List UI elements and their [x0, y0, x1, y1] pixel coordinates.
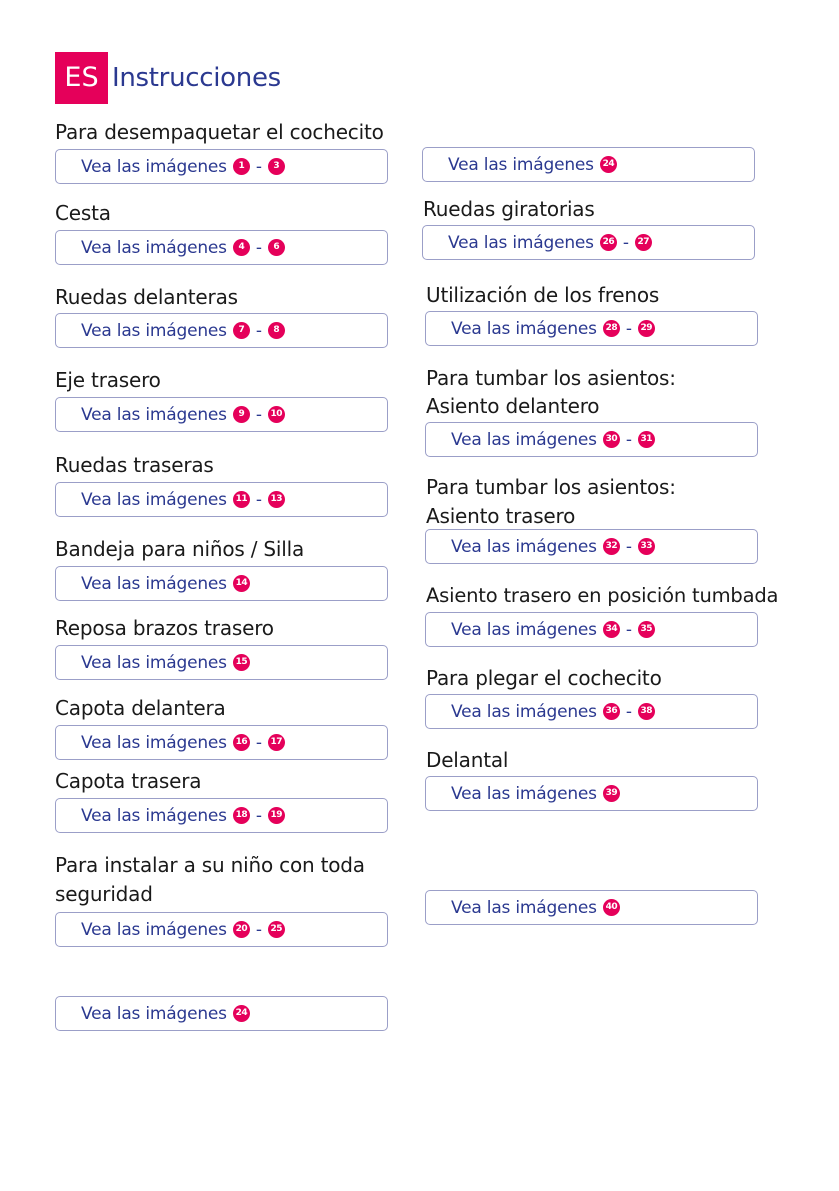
image-reference-box: [55, 725, 388, 760]
image-reference-box: [422, 225, 755, 260]
image-reference-box: [425, 422, 758, 457]
range-separator: -: [255, 237, 262, 258]
image-reference-box: [55, 645, 388, 680]
section-title: Para tumbar los asientos:: [426, 475, 676, 499]
image-number-badge: 14: [233, 575, 250, 592]
image-reference-box: [425, 311, 758, 346]
image-reference-box: [422, 147, 755, 182]
section-title: Para instalar a su niño con toda: [55, 853, 365, 877]
section-title: Asiento trasero: [426, 504, 576, 528]
image-number-badge: 24: [233, 1005, 250, 1022]
language-badge: ES: [55, 52, 108, 104]
image-number-badge: 39: [603, 785, 620, 802]
image-reference-label: Vea las imágenes: [81, 732, 227, 753]
image-number-badge: 33: [638, 538, 655, 555]
image-reference-label: Vea las imágenes: [81, 1003, 227, 1024]
image-reference-label: Vea las imágenes: [448, 232, 594, 253]
image-number-badge: 15: [233, 654, 250, 671]
section-title: Bandeja para niños / Silla: [55, 537, 305, 561]
image-reference-box: [425, 612, 758, 647]
image-number-badge: 9: [233, 406, 250, 423]
image-number-badge: 30: [603, 431, 620, 448]
range-separator: -: [625, 429, 632, 450]
image-number-badge: 24: [600, 156, 617, 173]
image-reference-label: Vea las imágenes: [451, 783, 597, 804]
range-separator: -: [255, 919, 262, 940]
image-number-badge: 6: [268, 239, 285, 256]
section-title: Capota trasera: [55, 769, 202, 793]
image-reference-box: [425, 694, 758, 729]
image-reference-label: Vea las imágenes: [451, 619, 597, 640]
section-title: Ruedas delanteras: [55, 285, 238, 309]
image-number-badge: 35: [638, 621, 655, 638]
section-title: Cesta: [55, 201, 111, 225]
image-reference-box: [55, 397, 388, 432]
section-title: Reposa brazos trasero: [55, 616, 274, 640]
image-number-badge: 7: [233, 322, 250, 339]
section-title: Capota delantera: [55, 696, 226, 720]
image-number-badge: 34: [603, 621, 620, 638]
image-number-badge: 36: [603, 703, 620, 720]
section-title: Ruedas giratorias: [423, 197, 595, 221]
image-number-badge: 10: [268, 406, 285, 423]
section-title: Para tumbar los asientos:: [426, 366, 676, 390]
image-number-badge: 25: [268, 921, 285, 938]
range-separator: -: [255, 156, 262, 177]
image-number-badge: 40: [603, 899, 620, 916]
image-number-badge: 13: [268, 491, 285, 508]
image-reference-box: [425, 776, 758, 811]
image-reference-label: Vea las imágenes: [451, 318, 597, 339]
image-reference-label: Vea las imágenes: [448, 154, 594, 175]
image-number-badge: 26: [600, 234, 617, 251]
range-separator: -: [622, 232, 629, 253]
image-number-badge: 4: [233, 239, 250, 256]
image-reference-label: Vea las imágenes: [81, 652, 227, 673]
image-number-badge: 28: [603, 320, 620, 337]
image-number-badge: 19: [268, 807, 285, 824]
image-number-badge: 18: [233, 807, 250, 824]
image-number-badge: 3: [268, 158, 285, 175]
range-separator: -: [625, 318, 632, 339]
image-reference-box: [55, 230, 388, 265]
image-number-badge: 17: [268, 734, 285, 751]
image-reference-box: [55, 798, 388, 833]
image-reference-label: Vea las imágenes: [81, 320, 227, 341]
section-title: Eje trasero: [55, 368, 161, 392]
image-reference-label: Vea las imágenes: [451, 536, 597, 557]
image-reference-label: Vea las imágenes: [451, 701, 597, 722]
image-reference-box: [55, 313, 388, 348]
image-reference-label: Vea las imágenes: [451, 429, 597, 450]
image-number-badge: 16: [233, 734, 250, 751]
range-separator: -: [255, 805, 262, 826]
image-reference-box: [55, 996, 388, 1031]
image-reference-label: Vea las imágenes: [81, 489, 227, 510]
image-number-badge: 20: [233, 921, 250, 938]
section-title: Asiento trasero en posición tumbada: [426, 584, 779, 607]
image-reference-box: [55, 149, 388, 184]
image-number-badge: 29: [638, 320, 655, 337]
section-title: Utilización de los frenos: [426, 283, 660, 307]
range-separator: -: [625, 536, 632, 557]
image-reference-label: Vea las imágenes: [81, 404, 227, 425]
range-separator: -: [255, 489, 262, 510]
image-reference-label: Vea las imágenes: [81, 237, 227, 258]
section-title: Delantal: [426, 748, 509, 772]
image-number-badge: 11: [233, 491, 250, 508]
image-reference-label: Vea las imágenes: [81, 805, 227, 826]
range-separator: -: [625, 701, 632, 722]
image-reference-box: [55, 566, 388, 601]
image-reference-box: [55, 912, 388, 947]
image-number-badge: 38: [638, 703, 655, 720]
image-number-badge: 1: [233, 158, 250, 175]
range-separator: -: [255, 404, 262, 425]
section-title: Para desempaquetar el cochecito: [55, 120, 384, 144]
image-reference-label: Vea las imágenes: [81, 156, 227, 177]
image-number-badge: 31: [638, 431, 655, 448]
image-number-badge: 32: [603, 538, 620, 555]
section-title: Ruedas traseras: [55, 453, 214, 477]
image-reference-box: [425, 529, 758, 564]
image-number-badge: 27: [635, 234, 652, 251]
range-separator: -: [255, 732, 262, 753]
section-title: Asiento delantero: [426, 394, 600, 418]
section-title: seguridad: [55, 882, 153, 906]
range-separator: -: [255, 320, 262, 341]
page-title: Instrucciones: [112, 63, 281, 93]
image-reference-label: Vea las imágenes: [451, 897, 597, 918]
image-reference-label: Vea las imágenes: [81, 919, 227, 940]
image-number-badge: 8: [268, 322, 285, 339]
section-title: Para plegar el cochecito: [426, 666, 662, 690]
image-reference-box: [55, 482, 388, 517]
range-separator: -: [625, 619, 632, 640]
image-reference-box: [425, 890, 758, 925]
image-reference-label: Vea las imágenes: [81, 573, 227, 594]
